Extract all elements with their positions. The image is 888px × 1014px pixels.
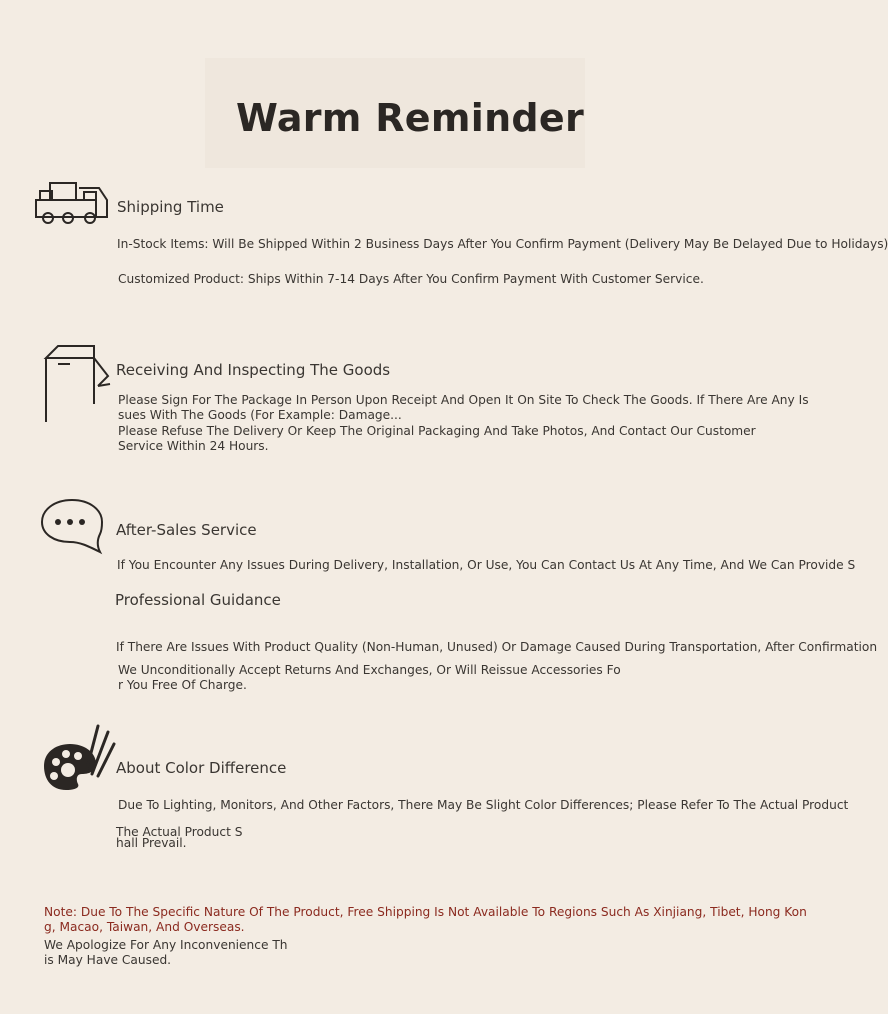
- color-line-3: hall Prevail.: [116, 836, 187, 850]
- shipping-line-1: In-Stock Items: Will Be Shipped Within 2 Business Days After You Confirm Payment (Delivery May Be Delayed Due to Holidays): [117, 237, 888, 251]
- after-sales-line-4: r You Free Of Charge.: [118, 678, 247, 692]
- receiving-line-3: Please Refuse The Delivery Or Keep The Original Packaging And Take Photos, And Contact Our Customer: [118, 424, 756, 438]
- after-sales-line-1: If You Encounter Any Issues During Delivery, Installation, Or Use, You Can Contact Us At Any Time, And We Can Provide S: [117, 558, 856, 572]
- color-line-1: Due To Lighting, Monitors, And Other Factors, There May Be Slight Color Differences; Please Refer To The Actual Product: [118, 798, 849, 812]
- color-difference-heading: About Color Difference: [116, 759, 287, 777]
- after-sales-line-3: We Unconditionally Accept Returns And Exchanges, Or Will Reissue Accessories Fo: [118, 663, 621, 677]
- receiving-line-1: Please Sign For The Package In Person Upon Receipt And Open It On Site To Check The Goods. If There Are Any Is: [118, 393, 809, 407]
- speech-bubble-icon: [40, 498, 106, 554]
- note-line-2: g, Macao, Taiwan, And Overseas.: [44, 920, 245, 934]
- note-line-1: Note: Due To The Specific Nature Of The Product, Free Shipping Is Not Available To Regions Such As Xinjiang, Tibet, Hong Kon: [44, 905, 807, 919]
- after-sales-line-2: If There Are Issues With Product Quality (Non-Human, Unused) Or Damage Caused During Transportation, After Confirmation: [116, 640, 878, 654]
- shipping-time-heading: Shipping Time: [117, 198, 224, 216]
- professional-guidance-heading: Professional Guidance: [115, 591, 281, 609]
- receiving-line-4: Service Within 24 Hours.: [118, 439, 269, 453]
- shipping-line-2: Customized Product: Ships Within 7-14 Days After You Confirm Payment With Customer Service.: [118, 272, 704, 286]
- receiving-line-2: sues With The Goods (For Example: Damage...: [118, 408, 402, 422]
- palette-icon: [40, 722, 116, 792]
- box-icon: [40, 344, 112, 424]
- color-line-2: The Actual Product S: [116, 825, 243, 839]
- receiving-heading: Receiving And Inspecting The Goods: [116, 361, 391, 379]
- apology-line-2: is May Have Caused.: [44, 953, 172, 967]
- apology-line-1: We Apologize For Any Inconvenience Th: [44, 938, 288, 952]
- truck-icon: [34, 180, 114, 226]
- page-title: Warm Reminder: [235, 96, 585, 140]
- after-sales-heading: After-Sales Service: [116, 521, 257, 539]
